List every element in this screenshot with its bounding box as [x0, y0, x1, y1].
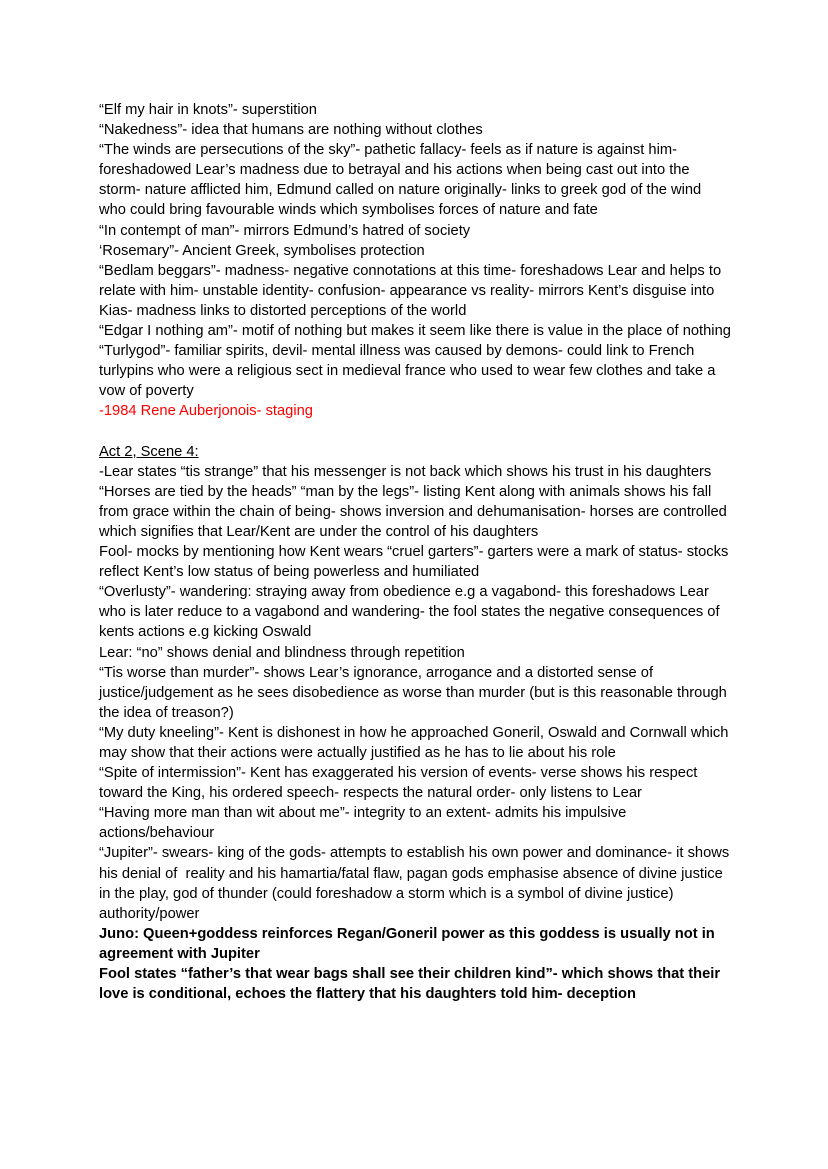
- paragraph: “Horses are tied by the heads” “man by the legs”- listing Kent along with animals shows his fall from grace within the chain of being- shows inversion and dehumanisation- horses are controlled which signifies that Lear/Kent are under the control of his daughters: [99, 483, 731, 540]
- paragraph: “The winds are persecutions of the sky”- pathetic fallacy- feels as if nature is against him- foreshadowed Lear’s madness due to betrayal and his actions when being cast out into the storm- nature afflicted him, Edmund called on nature originally- links to greek god of the wind who could bring favourable winds which symbolises forces of nature and fate: [99, 142, 706, 219]
- paragraph: Fool states “father’s that wear bags shall see their children kind”- which shows that their love is conditional, echoes the flattery that his daughters told him- deception: [99, 966, 725, 1003]
- paragraph: “Jupiter”- swears- king of the gods- attempts to establish his own power and dominance- it shows his denial of reality and his hamartia/fatal flaw, pagan gods emphasise absence of divine justice in the play, god of thunder (could foreshadow a storm which is a symbol of divine justice) authority/power: [99, 845, 734, 922]
- paragraph: “My duty kneeling”- Kent is dishonest in how he approached Goneril, Oswald and Cornwall which may show that their actions were actually justified as he has to lie about his role: [99, 724, 733, 761]
- paragraph: -Lear states “tis strange” that his messenger is not back which shows his trust in his daughters: [99, 463, 712, 480]
- paragraph: Juno: Queen+goddess reinforces Regan/Goneril power as this goddess is usually not in agreement with Jupiter: [99, 925, 719, 962]
- section-heading: Act 2, Scene 4:: [99, 443, 199, 460]
- paragraph: ‘Rosemary”- Ancient Greek, symbolises protection: [99, 242, 425, 259]
- paragraph: “Nakedness”- idea that humans are nothing without clothes: [99, 122, 483, 139]
- paragraph: Lear: “no” shows denial and blindness through repetition: [99, 644, 465, 661]
- paragraph: “Bedlam beggars”- madness- negative connotations at this time- foreshadows Lear and helps to relate with him- unstable identity- confusion- appearance vs reality- mirrors Kent’s disguise into Kias- madness links to distorted perceptions of the world: [99, 262, 726, 319]
- blank-line: [99, 422, 731, 442]
- paragraph: “In contempt of man”- mirrors Edmund’s hatred of society: [99, 222, 471, 239]
- paragraph: “Elf my hair in knots”- superstition: [99, 102, 317, 118]
- paragraph: “Spite of intermission”- Kent has exaggerated his version of events- verse shows his respect toward the King, his ordered speech- respects the natural order- only listens to Lear: [99, 765, 702, 802]
- paragraph: Fool- mocks by mentioning how Kent wears “cruel garters”- garters were a mark of status- stocks reflect Kent’s low status of being powerless and humiliated: [99, 544, 733, 581]
- paragraph: “Tis worse than murder”- shows Lear’s ignorance, arrogance and a distorted sense of justice/judgement as he sees disobedience as worse than murder (but is this reasonable through the idea of treason?): [99, 664, 731, 721]
- paragraph: “Edgar I nothing am”- motif of nothing but makes it seem like there is value in the place of nothing: [99, 323, 731, 340]
- paragraph: -1984 Rene Auberjonois- staging: [99, 403, 313, 420]
- paragraph: “Having more man than wit about me”- integrity to an extent- admits his impulsive actions/behaviour: [99, 805, 631, 842]
- paragraph: “Overlusty”- wandering: straying away from obedience e.g a vagabond- this foreshadows Lear who is later reduce to a vagabond and wandering- the fool states the negative consequences of kents actions e.g kicking Oswald: [99, 584, 724, 641]
- paragraph: “Turlygod”- familiar spirits, devil- mental illness was caused by demons- could link to French turlypins who were a religious sect in medieval france who used to wear few clothes and take a vow of poverty: [99, 343, 720, 400]
- document-body[interactable]: [99, 100, 734, 1004]
